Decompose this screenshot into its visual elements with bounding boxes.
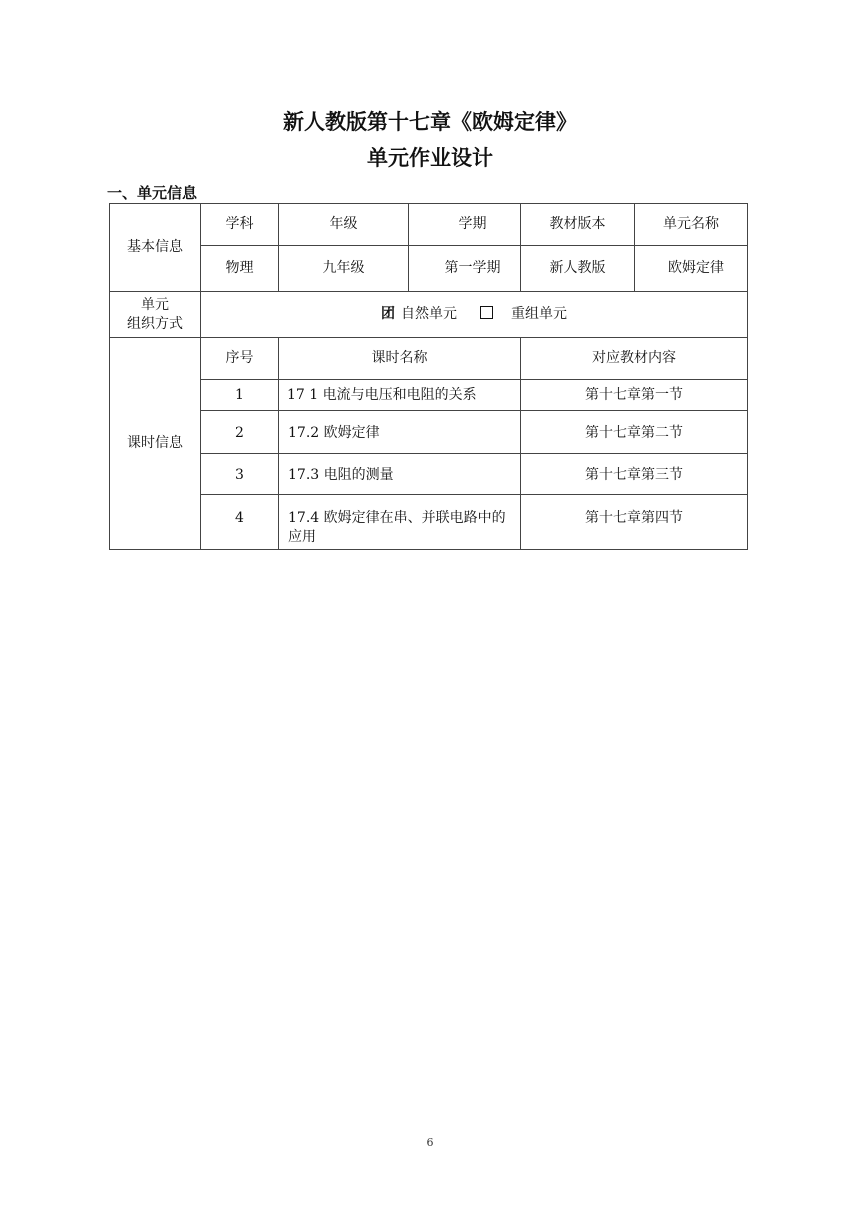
header-unit-name: 单元名称 — [635, 204, 748, 246]
header-textbook-content: 对应教材内容 — [521, 338, 748, 380]
organization-label-line1: 单元 — [141, 296, 169, 313]
lesson-no: 2 — [201, 411, 279, 454]
option-regrouped-unit: 重组单元 — [510, 306, 567, 322]
lesson-content: 第十七章第三节 — [521, 454, 748, 495]
basic-info-header-row — [110, 204, 748, 246]
document-title: 新人教版第十七章《欧姆定律》 — [283, 110, 577, 134]
table-row — [110, 495, 748, 550]
option-natural-unit: 自然单元 — [401, 306, 458, 322]
value-grade: 九年级 — [279, 246, 409, 292]
lessons-label: 课时信息 — [110, 338, 201, 550]
unit-info-table — [109, 203, 748, 550]
table-row — [110, 454, 748, 495]
page-number: 6 — [426, 1136, 434, 1149]
organization-label — [110, 292, 201, 338]
checked-box-icon: 团 — [381, 306, 396, 322]
header-lesson-name: 课时名称 — [279, 338, 521, 380]
table-row — [110, 380, 748, 411]
organization-options — [201, 292, 748, 338]
organization-row — [110, 292, 748, 338]
section-heading-unit-info: 一、单元信息 — [107, 184, 198, 202]
header-lesson-no: 序号 — [201, 338, 279, 380]
lesson-content: 第十七章第一节 — [521, 380, 748, 411]
lesson-content: 第十七章第四节 — [521, 495, 748, 550]
table-row — [110, 411, 748, 454]
document-subtitle: 单元作业设计 — [367, 146, 493, 170]
value-subject: 物理 — [201, 246, 279, 292]
lesson-name: 17.4 欧姆定律在串、并联电路中的应用 — [279, 495, 521, 550]
basic-info-label: 基本信息 — [110, 204, 201, 292]
lesson-no: 1 — [201, 380, 279, 411]
value-unit-name: 欧姆定律 — [635, 246, 748, 292]
lesson-content: 第十七章第二节 — [521, 411, 748, 454]
header-textbook-version: 教材版本 — [521, 204, 635, 246]
header-subject: 学科 — [201, 204, 279, 246]
organization-label-line2: 组织方式 — [127, 315, 183, 332]
value-semester: 第一学期 — [409, 246, 521, 292]
basic-info-value-row — [110, 246, 748, 292]
unchecked-box-icon — [480, 306, 493, 319]
lesson-name: 17.2 欧姆定律 — [279, 411, 521, 454]
header-semester: 学期 — [409, 204, 521, 246]
value-textbook-version: 新人教版 — [521, 246, 635, 292]
header-grade: 年级 — [279, 204, 409, 246]
lesson-name: 17 1 电流与电压和电阻的关系 — [279, 380, 521, 411]
lesson-no: 4 — [201, 495, 279, 550]
lesson-no: 3 — [201, 454, 279, 495]
lesson-name: 17.3 电阻的测量 — [279, 454, 521, 495]
lessons-header-row — [110, 338, 748, 380]
